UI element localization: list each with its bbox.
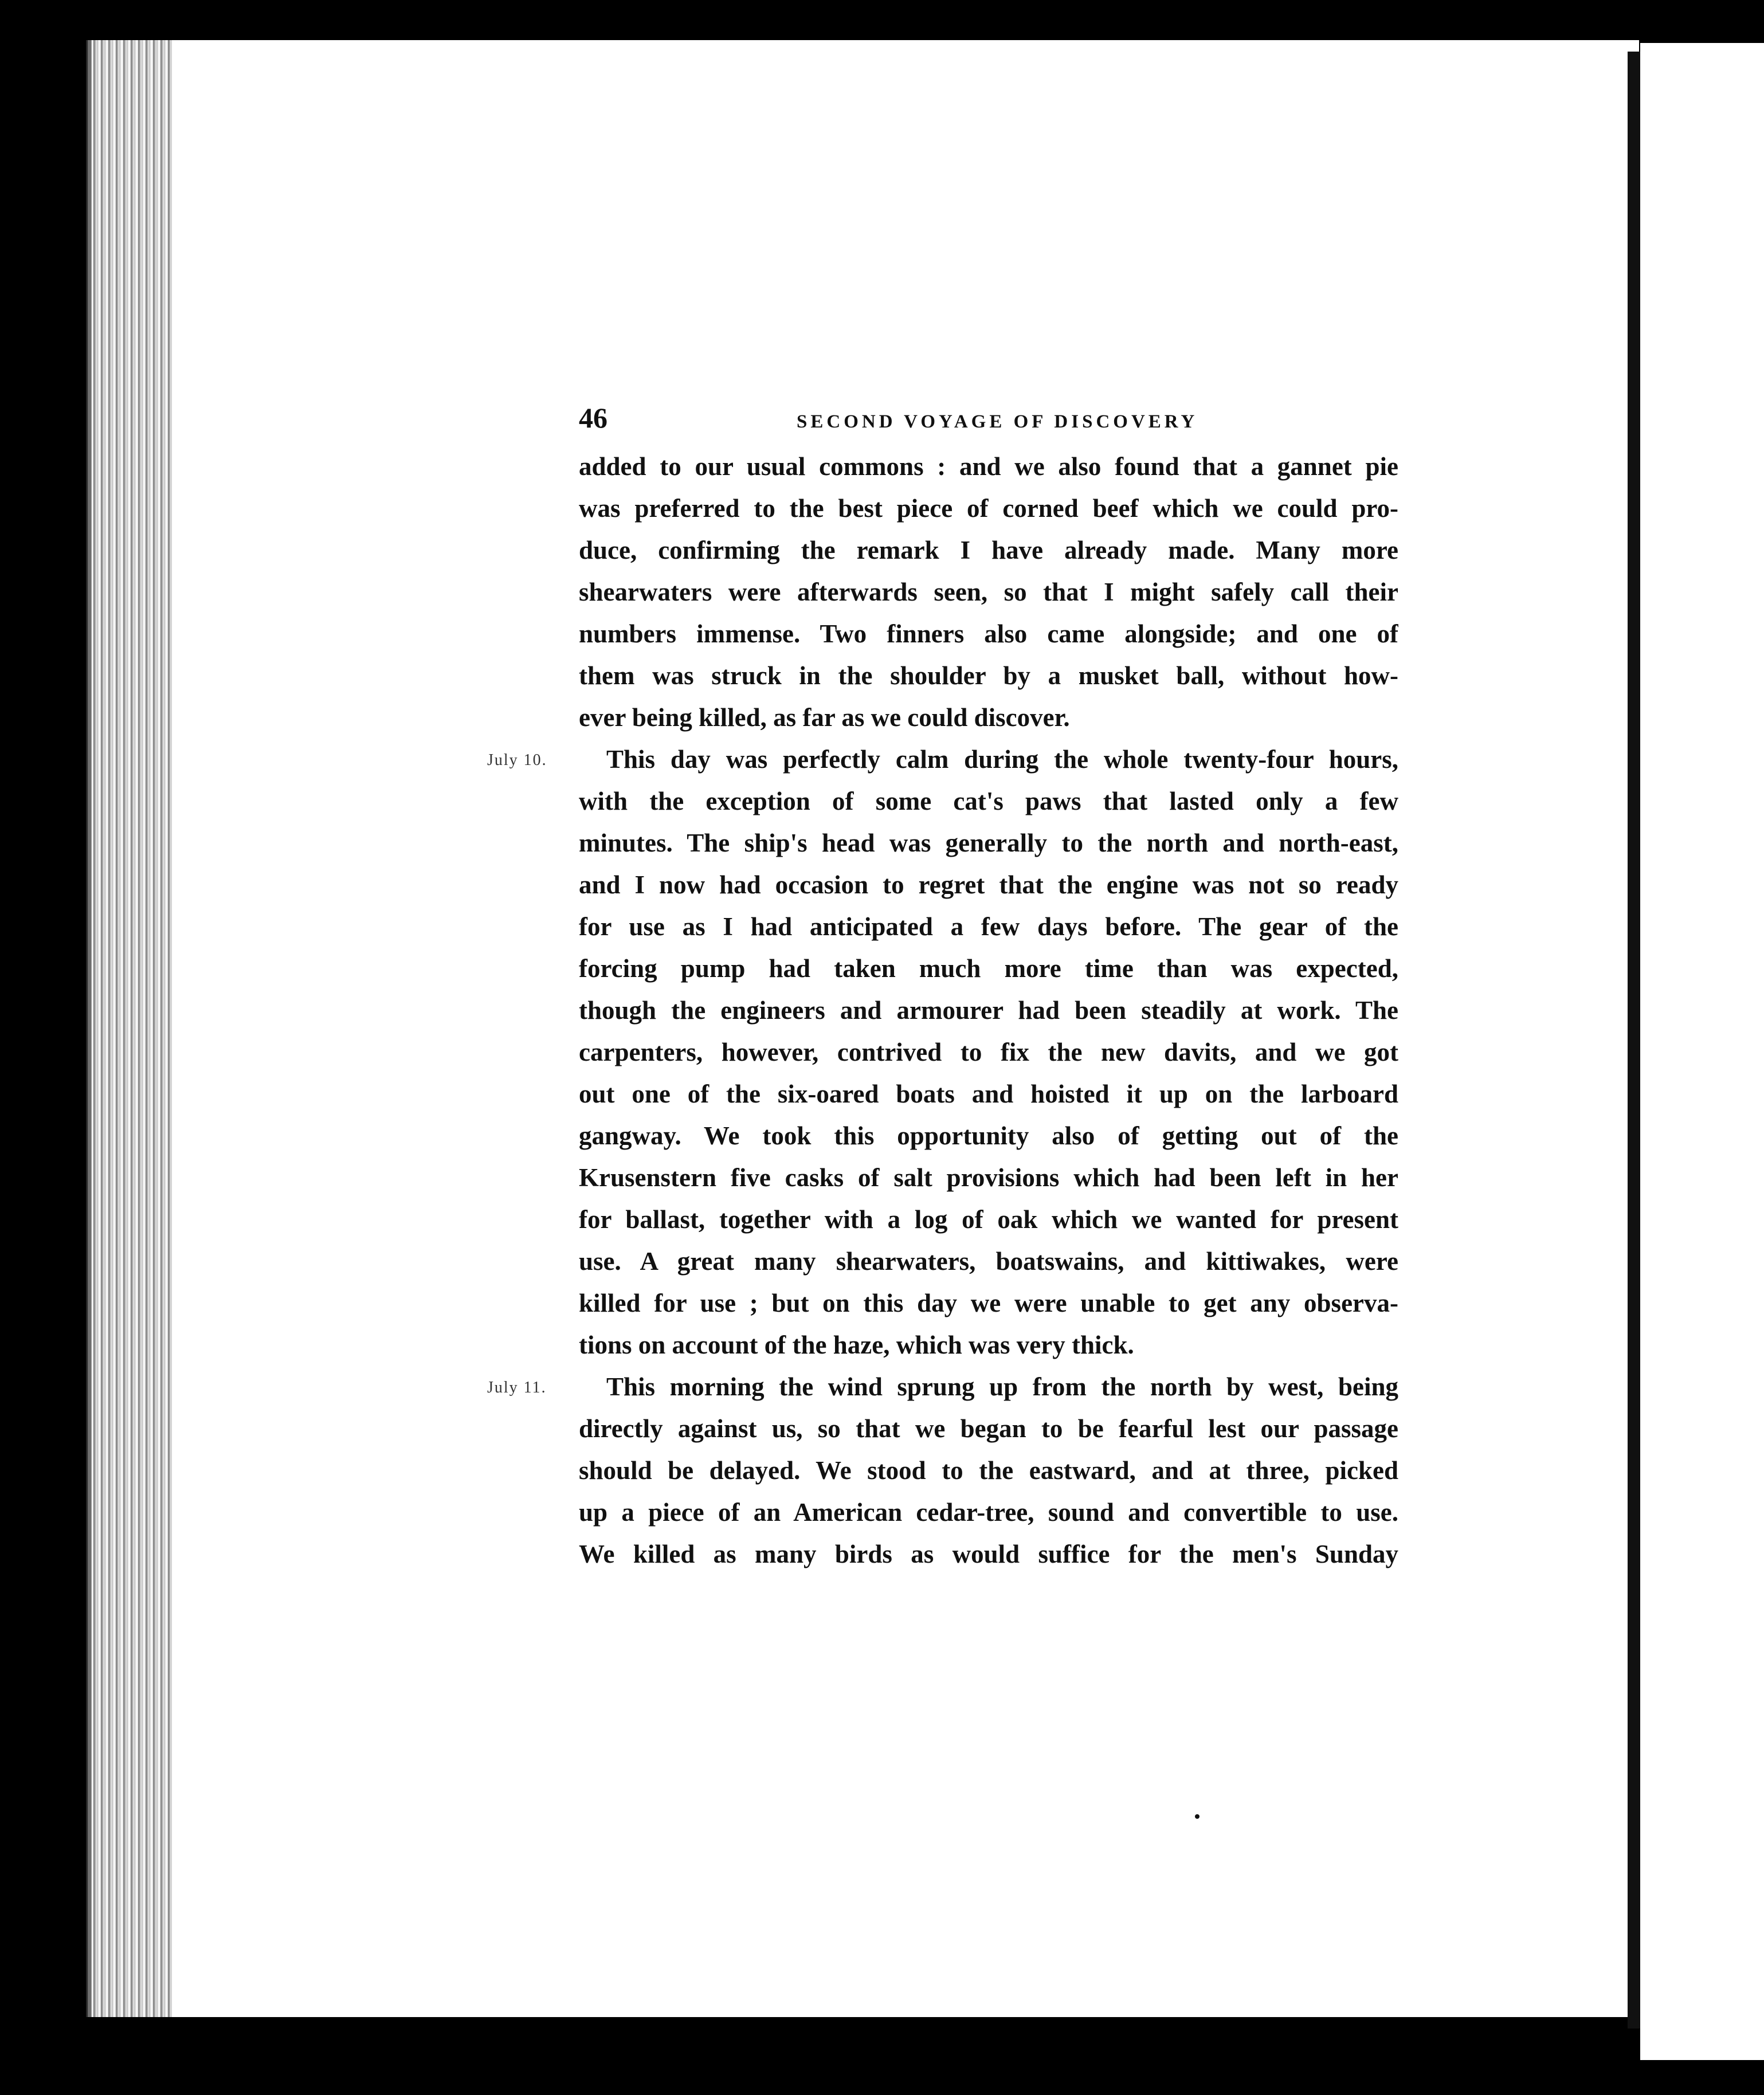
running-title: SECOND VOYAGE OF DISCOVERY bbox=[797, 411, 1198, 432]
text-line: use. A great many shearwaters, boatswains, and kittiwakes, were bbox=[579, 1247, 1398, 1276]
text-line: Krusenstern five casks of salt provisions which had been left in her bbox=[579, 1163, 1398, 1192]
text-line: minutes. The ship's head was generally to the north and north-east, bbox=[579, 829, 1398, 857]
text-line: numbers immense. Two finners also came alongside; and one of bbox=[579, 619, 1398, 648]
text-line: directly against us, so that we began to be fearful lest our passage bbox=[579, 1414, 1398, 1443]
text-line: tions on account of the haze, which was very thick. bbox=[579, 1331, 1134, 1359]
adjacent-page-strip bbox=[1640, 43, 1764, 2060]
text-line: duce, confirming the remark I have already made. Many more bbox=[579, 536, 1398, 564]
paragraph-july-11 bbox=[487, 1366, 1398, 1575]
text-line: with the exception of some cat's paws that lasted only a few bbox=[579, 787, 1398, 815]
book-gutter bbox=[1628, 52, 1640, 2029]
text-line: This morning the wind sprung up from the north by west, being bbox=[606, 1372, 1398, 1401]
text-line: for use as I had anticipated a few days before. The gear of the bbox=[579, 912, 1398, 941]
text-line: shearwaters were afterwards seen, so that I might safely call their bbox=[579, 578, 1398, 606]
ink-speck bbox=[1195, 1814, 1199, 1819]
text-line: up a piece of an American cedar-tree, sound and convertible to use. bbox=[579, 1498, 1398, 1527]
paragraph-july-10 bbox=[487, 739, 1398, 1366]
text-line: though the engineers and armourer had been steadily at work. The bbox=[579, 996, 1398, 1025]
text-line: for ballast, together with a log of oak which we wanted for present bbox=[579, 1205, 1398, 1234]
text-line: should be delayed. We stood to the eastward, and at three, picked bbox=[579, 1456, 1398, 1485]
text-line: was preferred to the best piece of corned beef which we could pro- bbox=[579, 494, 1398, 523]
paragraph-continued bbox=[579, 446, 1398, 739]
text-line: gangway. We took this opportunity also of getting out of the bbox=[579, 1121, 1398, 1150]
text-line: forcing pump had taken much more time than was expected, bbox=[579, 954, 1398, 983]
text-line: ever being killed, as far as we could discover. bbox=[579, 703, 1070, 732]
text-line: This day was perfectly calm during the whole twenty-four hours, bbox=[606, 745, 1398, 774]
text-line: out one of the six-oared boats and hoisted it up on the larboard bbox=[579, 1080, 1398, 1108]
text-line: carpenters, however, contrived to fix the new davits, and we got bbox=[579, 1038, 1398, 1066]
text-line: them was struck in the shoulder by a musket ball, without how- bbox=[579, 661, 1398, 690]
page-number: 46 bbox=[579, 402, 607, 434]
margin-date: July 11. bbox=[487, 1379, 547, 1396]
page-text bbox=[487, 401, 1398, 1575]
page-edge-shadow bbox=[86, 40, 172, 2017]
running-head bbox=[579, 401, 1398, 436]
margin-date: July 10. bbox=[487, 751, 547, 769]
text-line: We killed as many birds as would suffice for the men's Sunday bbox=[579, 1540, 1398, 1568]
text-line: and I now had occasion to regret that the engine was not so ready bbox=[579, 870, 1398, 899]
text-line: added to our usual commons : and we also found that a gannet pie bbox=[579, 452, 1398, 481]
text-line: killed for use ; but on this day we were unable to get any observa- bbox=[579, 1289, 1398, 1317]
